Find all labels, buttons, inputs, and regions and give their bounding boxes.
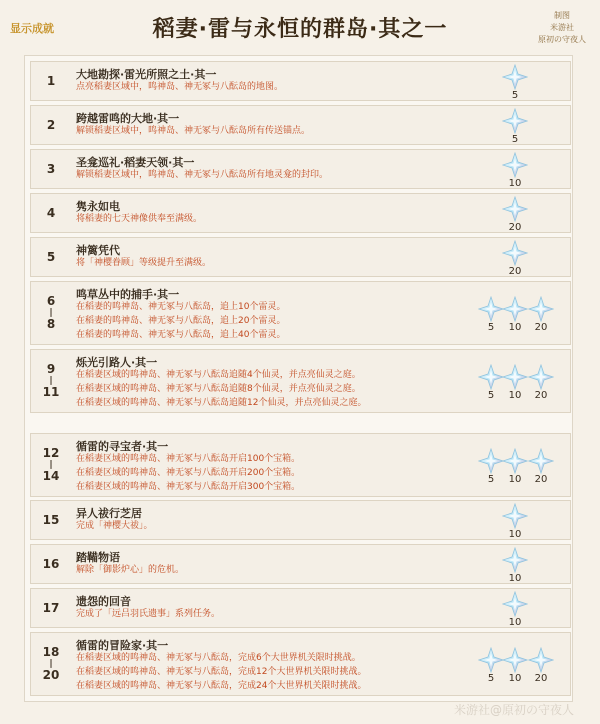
achievement-name: 鸣草丛中的捕手·其一 bbox=[76, 288, 180, 301]
achievement-description: 解除「御影炉心」的危机。 bbox=[76, 565, 185, 575]
achievement-number-text: 2 bbox=[46, 117, 56, 132]
reward-item bbox=[501, 64, 529, 102]
achievement-description: 完成「神樱大祓」。 bbox=[76, 521, 153, 531]
reward-count: 5 bbox=[487, 673, 495, 684]
primogem-icon bbox=[501, 196, 529, 222]
reward-item bbox=[501, 152, 529, 190]
reward-item bbox=[527, 448, 555, 486]
reward-item bbox=[501, 196, 529, 234]
achievement-description: 解锁稻妻区域中，鸣神岛、神无冢与八酝岛所有传送锚点。 bbox=[76, 126, 311, 136]
achievement-number-end: 11 bbox=[42, 385, 60, 399]
range-divider: | bbox=[49, 308, 53, 318]
achievement-number-text: 16 bbox=[42, 556, 60, 571]
achievement-row bbox=[30, 500, 571, 540]
reward-item bbox=[527, 296, 555, 334]
achievement-number bbox=[31, 589, 71, 627]
achievement-number-text: 4 bbox=[46, 205, 56, 220]
achievement-number-start: 9 bbox=[46, 362, 56, 376]
reward-item bbox=[501, 647, 529, 685]
achievement-name: 隽永如电 bbox=[76, 200, 120, 213]
reward-item bbox=[501, 448, 529, 486]
credit-line: 原初の守夜人 bbox=[538, 35, 586, 44]
primogem-icon bbox=[527, 296, 555, 322]
show-achievements-button[interactable]: 显示成就 bbox=[10, 22, 54, 35]
reward-item bbox=[501, 108, 529, 146]
achievement-number-end: 20 bbox=[42, 668, 60, 682]
reward-count: 10 bbox=[508, 617, 522, 628]
reward-count: 20 bbox=[534, 390, 548, 401]
achievement-row bbox=[30, 281, 571, 345]
achievement-description: 在稻妻区域的鸣神岛、神无冢与八酝岛追随8个仙灵，并点亮仙灵之庭。 bbox=[76, 384, 361, 394]
achievement-number bbox=[31, 350, 71, 412]
reward-count: 10 bbox=[508, 673, 522, 684]
achievement-number-text: 3 bbox=[46, 161, 56, 176]
primogem-icon bbox=[501, 152, 529, 178]
reward-count: 5 bbox=[511, 134, 519, 145]
reward-item bbox=[527, 647, 555, 685]
achievement-description: 在稻妻区域的鸣神岛、神无冢与八酝岛开启100个宝箱。 bbox=[76, 454, 301, 464]
achievement-name: 烁光引路人·其一 bbox=[76, 356, 158, 369]
achievement-description: 在稻妻区域的鸣神岛、神无冢与八酝岛追随12个仙灵，并点亮仙灵之庭。 bbox=[76, 398, 367, 408]
achievement-description: 点亮稻妻区域中，鸣神岛、神无冢与八酝岛的地图。 bbox=[76, 82, 284, 92]
range-divider: | bbox=[49, 376, 53, 386]
range-divider: | bbox=[49, 659, 53, 669]
achievement-number-text: 15 bbox=[42, 512, 60, 527]
achievement-name: 踏鞴物语 bbox=[76, 551, 120, 564]
watermark: 米游社@原初の守夜人 bbox=[453, 703, 574, 717]
reward-count: 10 bbox=[508, 322, 522, 333]
achievement-description: 在稻妻区域的鸣神岛、神无冢与八酝岛，完成12个大世界机关限时挑战。 bbox=[76, 667, 367, 677]
credit-line: 制图 bbox=[554, 11, 570, 20]
achievement-description: 在稻妻区域的鸣神岛、神无冢与八酝岛开启200个宝箱。 bbox=[76, 468, 301, 478]
achievement-description: 在稻妻的鸣神岛、神无冢与八酝岛，追上20个雷灵。 bbox=[76, 316, 286, 326]
reward-count: 5 bbox=[487, 474, 495, 485]
reward-count: 10 bbox=[508, 178, 522, 189]
achievement-description: 在稻妻区域的鸣神岛、神无冢与八酝岛，完成24个大世界机关限时挑战。 bbox=[76, 681, 367, 691]
reward-count: 10 bbox=[508, 474, 522, 485]
achievement-name: 跨越雷鸣的大地·其一 bbox=[76, 112, 180, 125]
primogem-icon bbox=[501, 108, 529, 134]
achievement-number bbox=[31, 194, 71, 232]
primogem-icon bbox=[501, 591, 529, 617]
achievement-number-start: 12 bbox=[42, 446, 60, 460]
achievement-number-text: 1 bbox=[46, 73, 56, 88]
reward-item bbox=[527, 364, 555, 402]
achievement-row bbox=[30, 61, 571, 101]
achievement-description: 将稻妻的七天神像供奉至满级。 bbox=[76, 214, 203, 224]
achievement-name: 圣龛巡礼·稻妻天领·其一 bbox=[76, 156, 195, 169]
range-divider: | bbox=[49, 460, 53, 470]
primogem-icon bbox=[527, 647, 555, 673]
achievement-number bbox=[31, 238, 71, 276]
achievement-number-text: 5 bbox=[46, 249, 56, 264]
achievement-number-start: 6 bbox=[46, 294, 56, 308]
achievement-name: 神篱凭代 bbox=[76, 244, 120, 257]
primogem-icon bbox=[527, 364, 555, 390]
reward-item bbox=[501, 503, 529, 541]
credit-block bbox=[538, 10, 586, 46]
reward-count: 5 bbox=[511, 90, 519, 101]
reward-item bbox=[501, 296, 529, 334]
achievement-description: 在稻妻区域的鸣神岛、神无冢与八酝岛，完成6个大世界机关限时挑战。 bbox=[76, 653, 361, 663]
primogem-icon bbox=[501, 448, 529, 474]
achievement-row bbox=[30, 237, 571, 277]
achievement-number bbox=[31, 106, 71, 144]
achievement-name: 遗怨的回音 bbox=[76, 595, 131, 608]
achievement-row bbox=[30, 149, 571, 189]
primogem-icon bbox=[501, 64, 529, 90]
achievement-row bbox=[30, 632, 571, 696]
reward-count: 20 bbox=[534, 474, 548, 485]
reward-item bbox=[501, 591, 529, 629]
achievement-description: 解锁稻妻区域中，鸣神岛、神无冢与八酝岛所有地灵龛的封印。 bbox=[76, 170, 329, 180]
primogem-icon bbox=[501, 503, 529, 529]
reward-item bbox=[501, 240, 529, 278]
achievement-number-end: 8 bbox=[46, 317, 56, 331]
reward-count: 20 bbox=[508, 266, 522, 277]
reward-item bbox=[501, 364, 529, 402]
achievement-description: 在稻妻区域的鸣神岛、神无冢与八酝岛开启300个宝箱。 bbox=[76, 482, 301, 492]
achievement-description: 在稻妻区域的鸣神岛、神无冢与八酝岛追随4个仙灵，并点亮仙灵之庭。 bbox=[76, 370, 361, 380]
primogem-icon bbox=[501, 240, 529, 266]
achievement-description: 将「神樱眷顾」等级提升至满级。 bbox=[76, 258, 212, 268]
achievement-row bbox=[30, 588, 571, 628]
achievement-name: 循雷的寻宝者·其一 bbox=[76, 440, 169, 453]
reward-count: 20 bbox=[508, 222, 522, 233]
reward-item bbox=[501, 547, 529, 585]
achievement-description: 在稻妻的鸣神岛、神无冢与八酝岛，追上10个雷灵。 bbox=[76, 302, 286, 312]
achievement-name: 异人祓行芝居 bbox=[76, 507, 142, 520]
achievement-row bbox=[30, 544, 571, 584]
achievement-row bbox=[30, 349, 571, 413]
reward-count: 5 bbox=[487, 322, 495, 333]
achievement-description: 完成了「远吕羽氏遗事」系列任务。 bbox=[76, 609, 221, 619]
reward-count: 5 bbox=[487, 390, 495, 401]
achievement-row bbox=[30, 193, 571, 233]
credit-line: 米游社 bbox=[550, 23, 574, 32]
reward-count: 20 bbox=[534, 322, 548, 333]
achievement-number-text: 17 bbox=[42, 600, 60, 615]
achievement-name: 大地勘探·雷光所照之土·其一 bbox=[76, 68, 217, 81]
page-title: 稻妻·雷与永恒的群岛·其之一 bbox=[152, 17, 448, 42]
achievement-number bbox=[31, 150, 71, 188]
reward-count: 10 bbox=[508, 390, 522, 401]
achievement-name: 循雷的冒险家·其一 bbox=[76, 639, 169, 652]
achievement-number bbox=[31, 282, 71, 344]
achievement-row bbox=[30, 433, 571, 497]
reward-count: 10 bbox=[508, 529, 522, 540]
primogem-icon bbox=[501, 364, 529, 390]
reward-count: 10 bbox=[508, 573, 522, 584]
achievement-row bbox=[30, 105, 571, 145]
primogem-icon bbox=[501, 296, 529, 322]
primogem-icon bbox=[501, 547, 529, 573]
reward-count: 20 bbox=[534, 673, 548, 684]
achievement-number bbox=[31, 501, 71, 539]
achievement-number-end: 14 bbox=[42, 469, 60, 483]
achievement-number bbox=[31, 545, 71, 583]
achievement-number bbox=[31, 62, 71, 100]
primogem-icon bbox=[501, 647, 529, 673]
achievement-number-start: 18 bbox=[42, 645, 60, 659]
primogem-icon bbox=[527, 448, 555, 474]
achievement-number bbox=[31, 633, 71, 695]
achievement-number bbox=[31, 434, 71, 496]
achievement-description: 在稻妻的鸣神岛、神无冢与八酝岛，追上40个雷灵。 bbox=[76, 330, 286, 340]
